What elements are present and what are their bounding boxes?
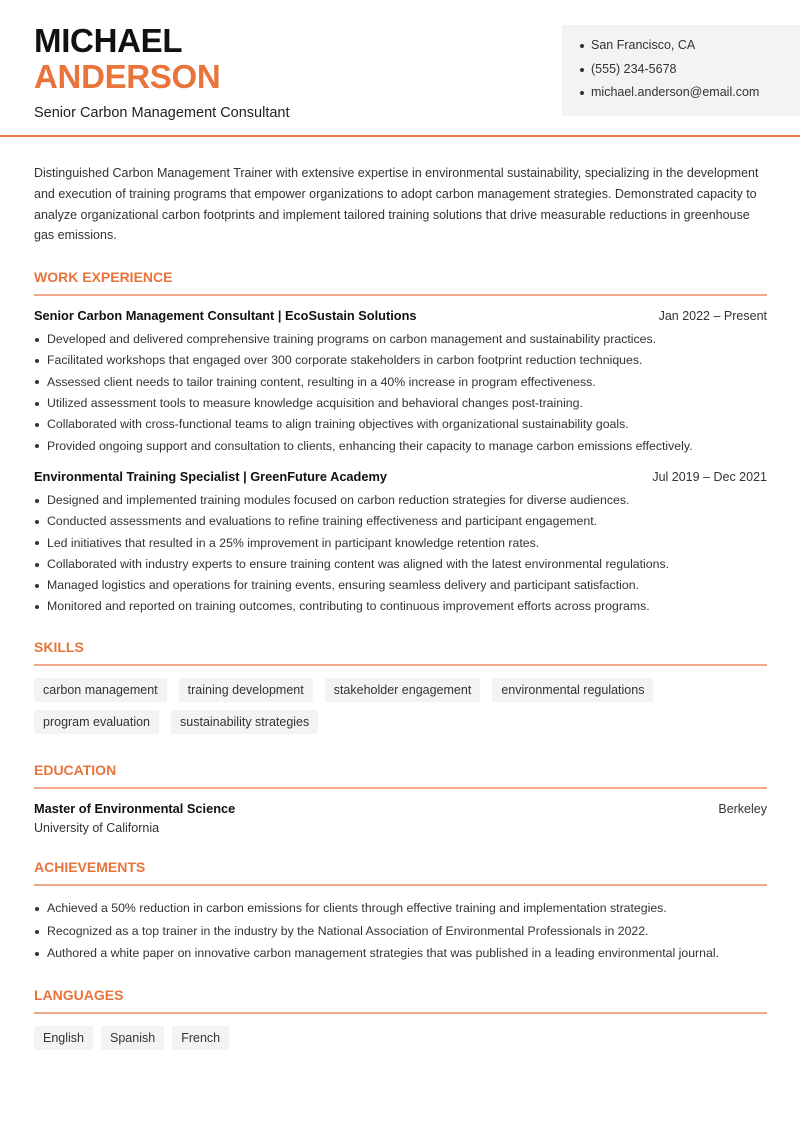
bullet-icon: [35, 605, 39, 609]
bullet-icon: [35, 359, 39, 363]
list-item: Monitored and reported on training outcomes, contributing to continuous improvement efforts across programs.: [34, 596, 767, 617]
language-tag: English: [34, 1026, 93, 1050]
job-entry: [34, 469, 767, 618]
section-title: SKILLS: [34, 639, 767, 666]
list-item: Conducted assessments and evaluations to refine training effectiveness and participant engagement.: [34, 511, 767, 532]
skill-tag: environmental regulations: [492, 678, 653, 702]
edu-degree: Master of Environmental Science: [34, 800, 236, 816]
section-title: WORK EXPERIENCE: [34, 269, 767, 296]
resume-body: [34, 163, 767, 1050]
section-education: [34, 762, 767, 835]
edu-school: University of California: [34, 820, 160, 835]
list-item: Collaborated with cross-functional teams to align training objectives with organizational sustainability goals.: [34, 414, 767, 435]
section-title: LANGUAGES: [34, 987, 767, 1014]
bullet-icon: [580, 91, 584, 95]
job-dates: Jan 2022 – Present: [658, 309, 767, 324]
list-item: Designed and implemented training modules focused on carbon reduction strategies for diverse audiences.: [34, 490, 767, 511]
bullet-icon: [35, 584, 39, 588]
language-tag: French: [172, 1026, 229, 1050]
list-item: Utilized assessment tools to measure knowledge acquisition and behavioral changes post-training.: [34, 393, 767, 414]
bullet-icon: [35, 499, 39, 503]
section-languages: [34, 987, 767, 1050]
bullet-icon: [35, 444, 39, 448]
job-title: Senior Carbon Management Consultant: [34, 105, 290, 121]
bullet-icon: [35, 541, 39, 545]
job-dates: Jul 2019 – Dec 2021: [652, 469, 767, 484]
bullet-icon: [580, 44, 584, 48]
summary: Distinguished Carbon Management Trainer with extensive expertise in environmental sustainability, specializing in the development and execution of training programs that empower organizations to adopt carbon management strategies. Demonstrated capacity to analyze organizational carbon footprints and implement tailored training solutions that drive measurable reductions in greenhouse gas emissions.: [34, 166, 759, 243]
list-item: Facilitated workshops that engaged over 300 corporate stakeholders in carbon footprint reduction techniques.: [34, 350, 767, 371]
skill-tags: [34, 678, 767, 734]
job-bullets: [34, 329, 767, 457]
bullet-icon: [35, 338, 39, 342]
bullet-icon: [35, 907, 39, 911]
list-item: Managed logistics and operations for training events, ensuring seamless delivery and participant satisfaction.: [34, 575, 767, 596]
contact-location: San Francisco, CA: [580, 38, 800, 62]
list-item: Collaborated with industry experts to ensure training content was aligned with the latest environmental regulations.: [34, 554, 767, 575]
bullet-icon: [580, 68, 584, 72]
section-title: ACHIEVEMENTS: [34, 859, 767, 886]
job-bullets: [34, 490, 767, 618]
list-item: Led initiatives that resulted in a 25% improvement in participant knowledge retention rates.: [34, 533, 767, 554]
bullet-icon: [35, 952, 39, 956]
list-item: Assessed client needs to tailor training content, resulting in a 40% increase in program effectiveness.: [34, 372, 767, 393]
skill-tag: carbon management: [34, 678, 167, 702]
job-entry: [34, 308, 767, 457]
job-role: Environmental Training Specialist | GreenFuture Academy: [34, 468, 387, 484]
bullet-icon: [35, 563, 39, 567]
list-item: Recognized as a top trainer in the industry by the National Association of Environmental Professionals in 2022.: [34, 920, 767, 943]
bullet-icon: [35, 402, 39, 406]
language-tags: [34, 1026, 767, 1050]
list-item: Developed and delivered comprehensive training programs on carbon management and sustainability practices.: [34, 329, 767, 350]
first-name: MICHAEL: [34, 22, 183, 59]
edu-location: Berkeley: [718, 801, 767, 816]
resume-header: [0, 0, 800, 137]
contact-box: [562, 25, 800, 116]
skill-tag: stakeholder engagement: [325, 678, 481, 702]
section-title: EDUCATION: [34, 762, 767, 789]
section-work-experience: [34, 269, 767, 618]
bullet-icon: [35, 423, 39, 427]
job-role: Senior Carbon Management Consultant | EcoSustain Solutions: [34, 308, 417, 324]
skill-tag: training development: [179, 678, 313, 702]
contact-phone: (555) 234-5678: [580, 62, 800, 86]
list-item: Provided ongoing support and consultation to clients, enhancing their capacity to manage carbon emissions effectively.: [34, 436, 767, 457]
section-achievements: [34, 859, 767, 966]
language-tag: Spanish: [101, 1026, 164, 1050]
bullet-icon: [35, 930, 39, 934]
achievement-list: [34, 898, 767, 966]
section-skills: [34, 639, 767, 734]
bullet-icon: [35, 520, 39, 524]
list-item: Authored a white paper on innovative carbon management strategies that was published in a leading environmental journal.: [34, 943, 767, 966]
skill-tag: program evaluation: [34, 710, 159, 734]
contact-email[interactable]: michael.anderson@email.com: [580, 85, 800, 109]
last-name: ANDERSON: [34, 58, 221, 95]
skill-tag: sustainability strategies: [171, 710, 318, 734]
list-item: Achieved a 50% reduction in carbon emissions for clients through effective training and implementation strategies.: [34, 898, 767, 921]
name-block: [34, 23, 290, 121]
bullet-icon: [35, 380, 39, 384]
